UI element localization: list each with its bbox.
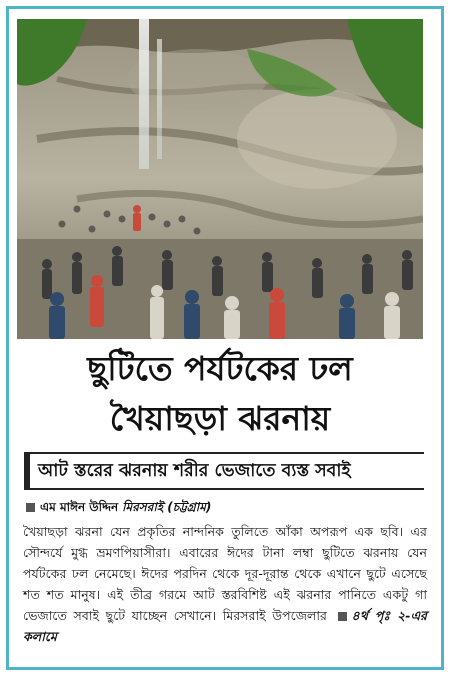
byline xyxy=(26,497,426,517)
subheadline-accent-bar xyxy=(24,454,30,488)
byline-square-icon xyxy=(26,503,35,512)
article-body xyxy=(23,521,427,647)
waterfall-crowd-photo xyxy=(17,19,423,339)
subheadline-box xyxy=(24,452,424,490)
subheadline: আট স্তরের ঝরনায় শরীর ভেজাতে ব্যস্ত সবাই xyxy=(38,461,351,481)
dateline-location: মিরসরাই (চট্টগ্রাম) xyxy=(122,500,212,514)
article-body-text: খৈয়াছড়া ঝরনা যেন প্রকৃতির নান্দনিক তুলিতে আঁকা অপরূপ এক ছবি। এর সৌন্দর্যে মুগ্ধ ভ্রমণপিয়াসীরা। এবারের ঈদের টানা লম্বা ছুটিতে ঝরনায় যেন পর্যটকের ঢল নেমেছে। ঈদের পরদিন থেকে দূর-দূরান্ত থেকে এখানে ছুটে এসেছে শত শত মানুষ। এই তীব্র গরমে আট স্তরবিশিষ্ট এই ঝরনার পানিতে একটু গা ভেজাতে সবাই ছুটে যাচ্ছেন সেখানে। মিরসরাই উপজেলার xyxy=(23,524,427,623)
jump-square-icon xyxy=(338,612,347,621)
headline-line-2: খৈয়াছড়া ঝরনায় xyxy=(109,399,331,438)
photo-illustration xyxy=(17,19,423,339)
jump-text: ৪র্থ পৃঃ ২-এর কলামে xyxy=(23,608,427,644)
headline-line-1: ছুটিতে পর্যটকের ঢল xyxy=(87,349,353,388)
reporter-name: এম মাঈন উদ্দিন xyxy=(40,500,119,514)
